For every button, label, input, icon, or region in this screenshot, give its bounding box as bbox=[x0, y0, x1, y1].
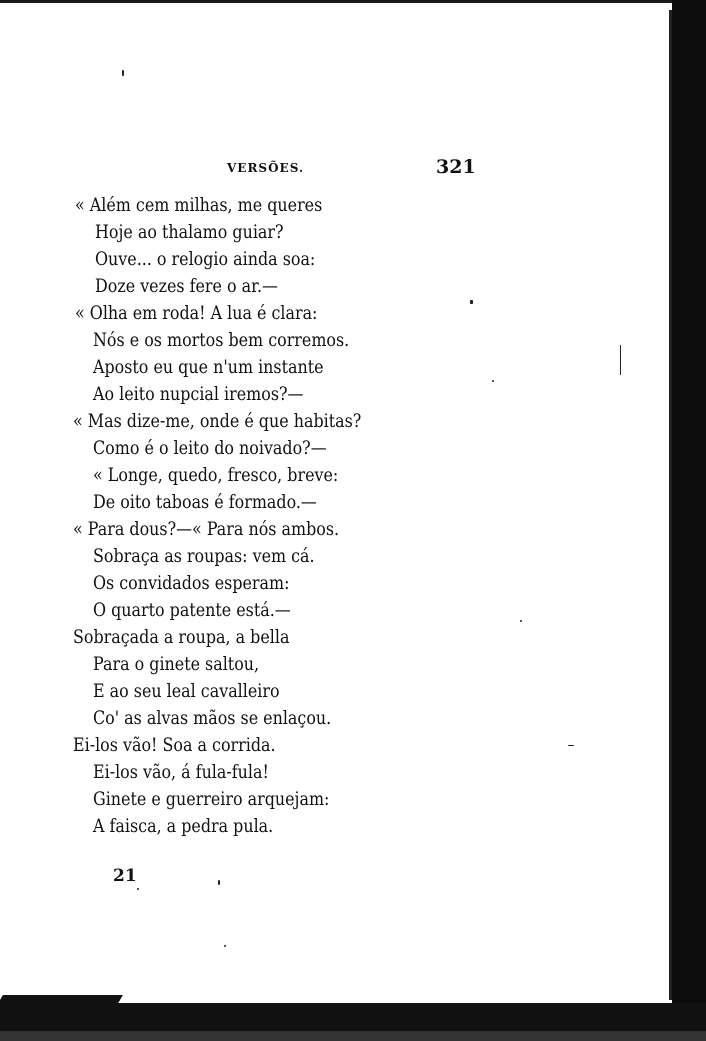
poem-line: « Olha em roda! A lua é clara: bbox=[75, 303, 318, 324]
poem-line: Ei-los vão! Soa a corrida. bbox=[73, 735, 276, 756]
scan-speck bbox=[122, 70, 124, 76]
scan-edge-streak bbox=[0, 995, 123, 1005]
poem-line: Doze vezes fere o ar.— bbox=[95, 276, 278, 297]
poem-line: Para o ginete saltou, bbox=[93, 654, 260, 675]
poem-line: Nós e os mortos bem corremos. bbox=[93, 330, 350, 351]
scan-speck bbox=[620, 345, 621, 375]
poem-line: Ao leito nupcial iremos?— bbox=[93, 384, 304, 405]
scan-speck bbox=[520, 620, 522, 622]
poem-line: Sobraçada a roupa, a bella bbox=[73, 627, 290, 648]
scan-edge-top bbox=[0, 0, 706, 22]
poem-line: « Para dous?—« Para nós ambos. bbox=[73, 519, 340, 540]
running-head: VERSÕES. bbox=[227, 161, 305, 175]
poem-line: Sobraça as roupas: vem cá. bbox=[93, 546, 315, 567]
poem-line: Ginete e guerreiro arquejam: bbox=[93, 789, 330, 810]
poem-line: Hoje ao thalamo guiar? bbox=[95, 222, 284, 243]
poem-line: A faisca, a pedra pula. bbox=[93, 816, 274, 837]
scan-speck bbox=[137, 888, 139, 890]
scan-speck bbox=[492, 380, 494, 382]
poem-line: Ei-los vão, á fula-fula! bbox=[93, 762, 269, 783]
poem-line: O quarto patente está.— bbox=[93, 600, 291, 621]
poem-line: « Mas dize-me, onde é que habitas? bbox=[73, 411, 362, 432]
page-number: 321 bbox=[436, 156, 476, 178]
poem-line: Os convidados esperam: bbox=[93, 573, 290, 594]
poem-line: Co' as alvas mãos se enlaçou. bbox=[93, 708, 332, 729]
scan-speck bbox=[568, 745, 574, 746]
scan-speck bbox=[470, 300, 473, 304]
scan-edge-right bbox=[672, 0, 706, 1041]
poem-line: « Longe, quedo, fresco, breve: bbox=[93, 465, 339, 486]
poem-line: Ouve... o relogio ainda soa: bbox=[95, 249, 316, 270]
poem-line: De oito taboas é formado.— bbox=[93, 492, 317, 513]
signature-mark: 21 bbox=[113, 866, 137, 886]
poem-line: E ao seu leal cavalleiro bbox=[93, 681, 280, 702]
poem-line: Como é o leito do noivado?— bbox=[93, 438, 327, 459]
scan-speck bbox=[218, 880, 220, 885]
scan-edge-right-inner bbox=[663, 10, 672, 1000]
poem-line: Aposto eu que n'um instante bbox=[93, 357, 324, 378]
poem-line: « Além cem milhas, me queres bbox=[75, 195, 323, 216]
scan-speck bbox=[224, 945, 226, 947]
